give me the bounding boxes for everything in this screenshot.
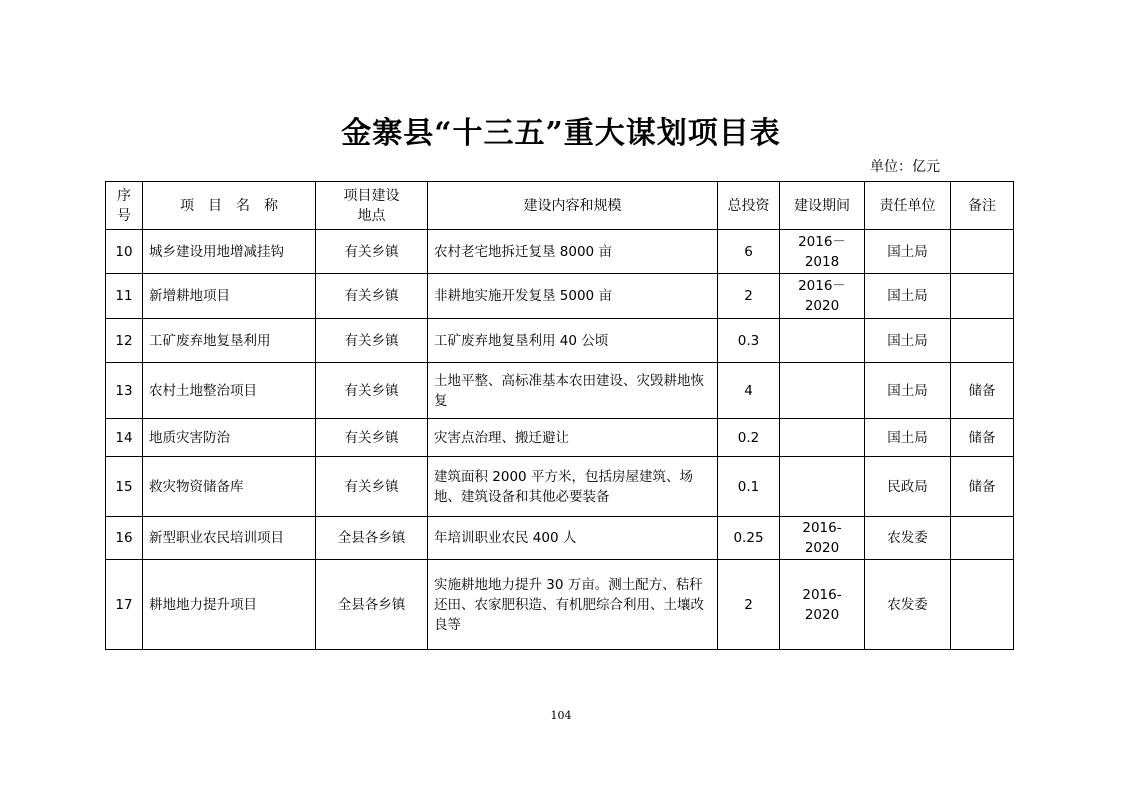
table-row [106, 419, 1014, 457]
project-content: 灾害点治理、搬迁避让 [428, 419, 718, 457]
responsible-unit: 民政局 [865, 457, 951, 517]
remark: 储备 [951, 457, 1014, 517]
project-location: 全县各乡镇 [316, 560, 428, 650]
column-header: 序号 [106, 182, 143, 230]
project-name: 农村土地整治项目 [143, 363, 316, 419]
table-row [106, 274, 1014, 319]
unit-label: 单位：亿元 [870, 159, 940, 175]
column-header: 建设内容和规模 [428, 182, 718, 230]
project-content: 年培训职业农民 400 人 [428, 517, 718, 560]
total-investment: 2 [718, 560, 780, 650]
document-title: 金寨县“十三五”重大谋划项目表 [341, 116, 781, 151]
responsible-unit: 国土局 [865, 274, 951, 319]
responsible-unit: 国土局 [865, 230, 951, 274]
remark: 储备 [951, 363, 1014, 419]
total-investment: 0.2 [718, 419, 780, 457]
row-number: 11 [106, 274, 143, 319]
project-content: 农村老宅地拆迁复垦 8000 亩 [428, 230, 718, 274]
construction-period: 2016－2020 [780, 274, 865, 319]
construction-period: 2016-2020 [780, 560, 865, 650]
remark: 储备 [951, 419, 1014, 457]
total-investment: 6 [718, 230, 780, 274]
row-number: 15 [106, 457, 143, 517]
row-number: 17 [106, 560, 143, 650]
responsible-unit: 农发委 [865, 517, 951, 560]
project-name: 工矿废弃地复垦利用 [143, 319, 316, 363]
project-name: 新增耕地项目 [143, 274, 316, 319]
row-number: 10 [106, 230, 143, 274]
column-header: 建设期间 [780, 182, 865, 230]
project-name: 地质灾害防治 [143, 419, 316, 457]
remark [951, 274, 1014, 319]
column-header: 备注 [951, 182, 1014, 230]
table-header-row [106, 182, 1014, 230]
responsible-unit: 国土局 [865, 319, 951, 363]
responsible-unit: 国土局 [865, 363, 951, 419]
row-number: 13 [106, 363, 143, 419]
project-name: 城乡建设用地增减挂钩 [143, 230, 316, 274]
remark [951, 319, 1014, 363]
row-number: 16 [106, 517, 143, 560]
remark [951, 517, 1014, 560]
project-table [105, 181, 1014, 650]
remark [951, 560, 1014, 650]
project-content: 建筑面积 2000 平方米，包括房屋建筑、场地、建筑设备和其他必要装备 [428, 457, 718, 517]
construction-period [780, 363, 865, 419]
remark [951, 230, 1014, 274]
project-content: 非耕地实施开发复垦 5000 亩 [428, 274, 718, 319]
construction-period: 2016-2020 [780, 517, 865, 560]
project-location: 有关乡镇 [316, 457, 428, 517]
project-name: 耕地地力提升项目 [143, 560, 316, 650]
project-name: 新型职业农民培训项目 [143, 517, 316, 560]
construction-period [780, 419, 865, 457]
project-location: 有关乡镇 [316, 363, 428, 419]
column-header: 项 目 名 称 [143, 182, 316, 230]
total-investment: 2 [718, 274, 780, 319]
table-row [106, 363, 1014, 419]
project-content: 土地平整、高标准基本农田建设、灾毁耕地恢复 [428, 363, 718, 419]
project-content: 实施耕地地力提升 30 万亩。测土配方、秸秆还田、农家肥积造、有机肥综合利用、土壤改良等 [428, 560, 718, 650]
table-row [106, 457, 1014, 517]
page-number: 104 [550, 709, 572, 722]
project-location: 全县各乡镇 [316, 517, 428, 560]
row-number: 14 [106, 419, 143, 457]
table-row [106, 517, 1014, 560]
project-name: 救灾物资储备库 [143, 457, 316, 517]
responsible-unit: 国土局 [865, 419, 951, 457]
project-location: 有关乡镇 [316, 419, 428, 457]
total-investment: 4 [718, 363, 780, 419]
construction-period: 2016－2018 [780, 230, 865, 274]
row-number: 12 [106, 319, 143, 363]
column-header: 责任单位 [865, 182, 951, 230]
project-location: 有关乡镇 [316, 274, 428, 319]
project-location: 有关乡镇 [316, 230, 428, 274]
total-investment: 0.1 [718, 457, 780, 517]
column-header: 总投资 [718, 182, 780, 230]
total-investment: 0.25 [718, 517, 780, 560]
column-header: 项目建设地点 [316, 182, 428, 230]
construction-period [780, 319, 865, 363]
table-row [106, 230, 1014, 274]
table-row [106, 560, 1014, 650]
construction-period [780, 457, 865, 517]
total-investment: 0.3 [718, 319, 780, 363]
responsible-unit: 农发委 [865, 560, 951, 650]
project-content: 工矿废弃地复垦利用 40 公顷 [428, 319, 718, 363]
project-location: 有关乡镇 [316, 319, 428, 363]
table-row [106, 319, 1014, 363]
